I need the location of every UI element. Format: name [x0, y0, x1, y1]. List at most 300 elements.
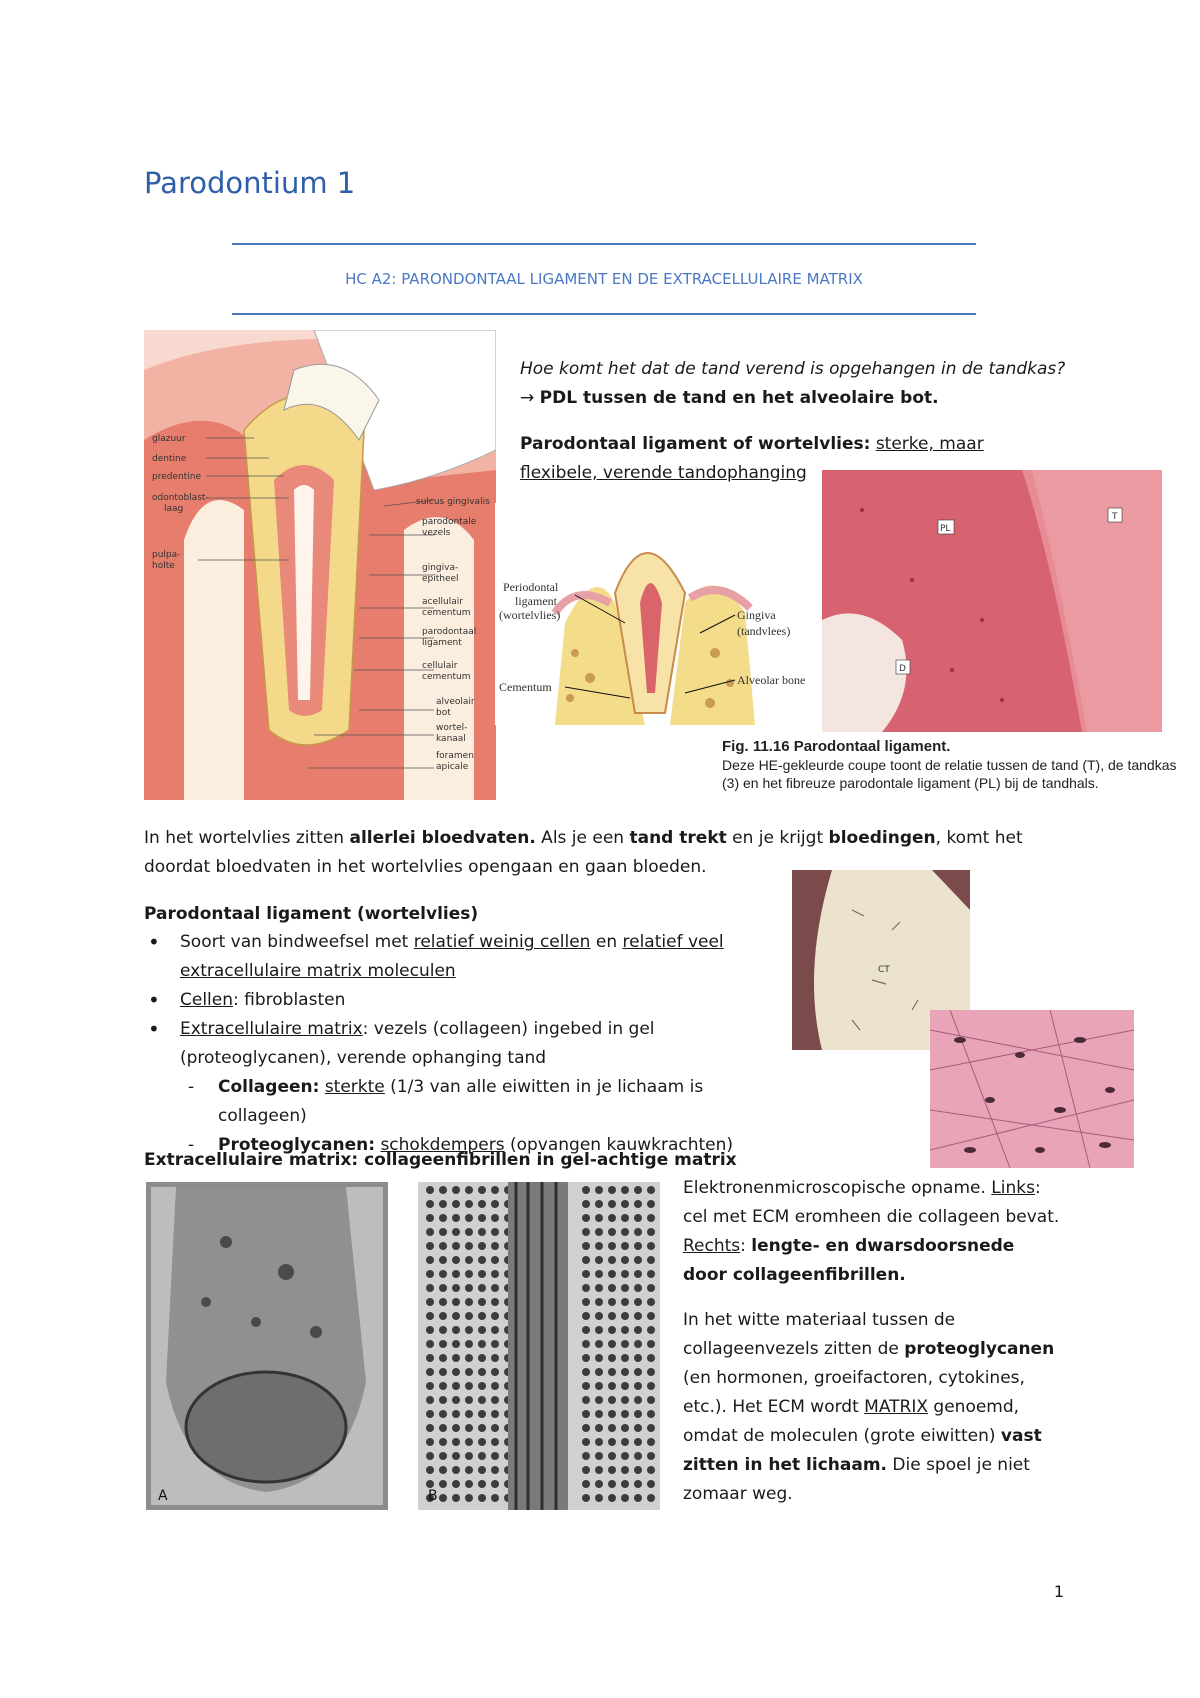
tooth-diagram — [144, 330, 496, 800]
fibril-dot — [439, 1270, 447, 1278]
fibril-dot — [426, 1312, 434, 1320]
fibril-dot — [465, 1242, 473, 1250]
fibril-dot — [582, 1494, 590, 1502]
fibril-dot — [621, 1256, 629, 1264]
fibril-dot — [582, 1256, 590, 1264]
em-description: Elektronenmicroscopische opname. Links: cel met ECM eromheen die collageen bevat. Rechts: lengte- en dwarsdoorsnede door collageenfibrillen. — [683, 1178, 1060, 1285]
label-alveolair: alveolair — [436, 697, 475, 707]
fibril-dot — [478, 1466, 486, 1474]
label-cellulair: cellulair — [422, 661, 458, 671]
fibril-dot — [465, 1312, 473, 1320]
fibril-dot — [634, 1382, 642, 1390]
fibril-dot — [582, 1214, 590, 1222]
fibril-dot — [647, 1228, 655, 1236]
fibril-dot — [439, 1284, 447, 1292]
fibril-dot — [634, 1200, 642, 1208]
fibril-dot — [595, 1298, 603, 1306]
fibril-dot — [478, 1480, 486, 1488]
label-foramen: foramen — [436, 751, 474, 761]
fibril-dot — [439, 1340, 447, 1348]
fibril-dot — [647, 1326, 655, 1334]
fibril-dot — [621, 1284, 629, 1292]
label-em-b: B — [428, 1488, 438, 1504]
fibril-dot — [582, 1326, 590, 1334]
label-wortelvlies: (wortelvlies) — [499, 608, 561, 622]
fibril-dot — [647, 1480, 655, 1488]
list-item: • Cellen: fibroblasten — [144, 986, 784, 1015]
fibril-dot — [634, 1242, 642, 1250]
fibril-dot — [452, 1382, 460, 1390]
fibril-dot — [465, 1270, 473, 1278]
label-em-a: A — [158, 1488, 168, 1504]
fibril-dot — [465, 1228, 473, 1236]
fibril-dot — [478, 1270, 486, 1278]
fibril-dot — [582, 1312, 590, 1320]
fibril-dot — [608, 1438, 616, 1446]
fibril-dot — [582, 1410, 590, 1418]
caption-text: Deze HE-gekleurde coupe toont de relatie tussen de tand (T), de tandkas (3) en het fibreuze parodontale ligament (PL) bij de tandhals. — [722, 757, 1177, 791]
fibril-dot — [426, 1340, 434, 1348]
label-periodontal: Periodontal — [503, 580, 559, 594]
fibril-dot — [647, 1284, 655, 1292]
fibril-dot — [595, 1452, 603, 1460]
fibril-dot — [595, 1396, 603, 1404]
fibril-dot — [465, 1480, 473, 1488]
fibril-dot — [491, 1368, 499, 1376]
fibril-dot — [439, 1480, 447, 1488]
fibril-dot — [608, 1494, 616, 1502]
fibril-dot — [634, 1340, 642, 1348]
fibril-dot — [647, 1214, 655, 1222]
fibril-dot — [478, 1214, 486, 1222]
fibril-dot — [608, 1452, 616, 1460]
fibril-dot — [452, 1270, 460, 1278]
label-kanaal: kanaal — [436, 734, 466, 744]
fibril-dot — [465, 1424, 473, 1432]
section-subtitle: HC A2: PARONDONTAAL LIGAMENT EN DE EXTRACELLULAIRE MATRIX — [345, 270, 863, 288]
fibril-dot — [634, 1228, 642, 1236]
fibril-dot — [478, 1452, 486, 1460]
label-parodontaal: parodontaal — [422, 627, 477, 637]
fibril-dot — [582, 1340, 590, 1348]
fibril-dot — [465, 1382, 473, 1390]
fibril-dot — [608, 1312, 616, 1320]
label-cementum: Cementum — [499, 680, 552, 694]
fibril-dot — [634, 1354, 642, 1362]
fibril-dot — [426, 1298, 434, 1306]
fibril-dot — [634, 1312, 642, 1320]
fibril-dot — [478, 1326, 486, 1334]
fibril-dot — [634, 1326, 642, 1334]
fibril-dot — [452, 1438, 460, 1446]
fibril-dot — [452, 1242, 460, 1250]
fibril-dot — [647, 1452, 655, 1460]
fibril-dot — [634, 1424, 642, 1432]
fibril-dot — [491, 1438, 499, 1446]
page-title: Parodontium 1 — [144, 166, 356, 200]
fibril-dot — [478, 1228, 486, 1236]
fibril-dot — [426, 1214, 434, 1222]
label-cementum-1: cementum — [422, 608, 471, 618]
histology-photo-fibroblasts — [930, 1010, 1134, 1168]
fibril-dot — [621, 1312, 629, 1320]
fibril-dot — [595, 1494, 603, 1502]
fibril-dot — [491, 1298, 499, 1306]
fibril-dot — [595, 1284, 603, 1292]
fibril-dot — [452, 1298, 460, 1306]
fibril-dot — [478, 1200, 486, 1208]
label-wortel: wortel- — [436, 723, 468, 733]
fibril-dot — [439, 1312, 447, 1320]
bloodvessels-text-5: en je krijgt — [726, 828, 829, 848]
fibril-dot — [621, 1424, 629, 1432]
fibril-dot — [608, 1354, 616, 1362]
fibril-dot — [439, 1200, 447, 1208]
fibril-dot — [621, 1186, 629, 1194]
fibril-dot — [647, 1312, 655, 1320]
fibril-dot — [634, 1438, 642, 1446]
fibril-dot — [608, 1410, 616, 1418]
label-holte: holte — [152, 561, 175, 571]
fibril-dot — [634, 1256, 642, 1264]
fibril-dot — [634, 1298, 642, 1306]
fibril-dot — [439, 1256, 447, 1264]
fibril-dot — [582, 1298, 590, 1306]
intro-answer: PDL tussen de tand en het alveolaire bot. — [539, 388, 939, 408]
fibril-dot — [439, 1494, 447, 1502]
fibril-dot — [647, 1410, 655, 1418]
fibril-dot — [608, 1382, 616, 1390]
fibril-dot — [478, 1242, 486, 1250]
fibril-dot — [465, 1256, 473, 1264]
intro-question-block — [520, 355, 1080, 413]
fibril-dot — [439, 1424, 447, 1432]
fibril-dot — [647, 1242, 655, 1250]
label-gingiva: gingiva- — [422, 563, 459, 573]
fibril-dot — [621, 1270, 629, 1278]
fibril-dot — [608, 1256, 616, 1264]
fibril-dot — [452, 1340, 460, 1348]
fibril-dot — [634, 1410, 642, 1418]
fibril-dot — [491, 1200, 499, 1208]
fibril-dot — [439, 1354, 447, 1362]
label-sulcus: sulcus gingivalis — [416, 497, 490, 507]
fibril-dot — [491, 1186, 499, 1194]
fibril-dot — [465, 1396, 473, 1404]
fibril-dot — [439, 1466, 447, 1474]
fibril-dot — [491, 1242, 499, 1250]
bloodvessels-text-1: In het wortelvlies zitten — [144, 828, 350, 848]
fibril-dot — [426, 1480, 434, 1488]
fibril-dot — [491, 1494, 499, 1502]
label-gingiva: Gingiva — [737, 608, 776, 622]
histology-photo-pdl — [822, 470, 1162, 732]
fibril-dot — [582, 1368, 590, 1376]
fibril-dot — [491, 1214, 499, 1222]
fibril-dot — [582, 1354, 590, 1362]
ecm-heading: Extracellulaire matrix: collageenfibrillen in gel-achtige matrix — [144, 1150, 737, 1170]
fibril-dot — [439, 1438, 447, 1446]
label-vezels: vezels — [422, 528, 451, 538]
fibril-dot — [452, 1396, 460, 1404]
pdl-heading: Parodontaal ligament (wortelvlies) — [144, 904, 479, 924]
fibril-dot — [491, 1424, 499, 1432]
fibril-dot — [608, 1466, 616, 1474]
fibril-dot — [582, 1200, 590, 1208]
fibril-dot — [478, 1438, 486, 1446]
label-epitheel: epitheel — [422, 574, 459, 584]
fibril-dot — [465, 1214, 473, 1222]
figure-caption — [722, 738, 1182, 792]
fibril-dot — [465, 1186, 473, 1194]
fibril-dot — [491, 1284, 499, 1292]
bloodvessels-text-4: tand trekt — [629, 828, 727, 848]
fibril-dot — [595, 1410, 603, 1418]
fibril-dot — [647, 1340, 655, 1348]
fibril-dot — [478, 1410, 486, 1418]
fibril-dot — [491, 1396, 499, 1404]
fibril-dot — [491, 1466, 499, 1474]
fibril-dot — [595, 1186, 603, 1194]
fibril-dot — [608, 1396, 616, 1404]
fibril-dot — [452, 1452, 460, 1460]
fibril-dot — [478, 1340, 486, 1348]
fibril-dot — [595, 1270, 603, 1278]
fibril-dot — [465, 1410, 473, 1418]
fibril-dot — [452, 1186, 460, 1194]
fibril-dot — [439, 1214, 447, 1222]
fibril-dot — [452, 1284, 460, 1292]
fibril-dot — [595, 1242, 603, 1250]
fibril-dot — [465, 1284, 473, 1292]
fibril-dot — [595, 1256, 603, 1264]
fibril-dot — [426, 1284, 434, 1292]
fibril-dot — [634, 1466, 642, 1474]
definition-label: Parodontaal ligament of wortelvlies: — [520, 434, 871, 454]
fibril-dot — [452, 1200, 460, 1208]
fibril-dot — [621, 1354, 629, 1362]
fibril-dot — [478, 1368, 486, 1376]
label-pulpa: pulpa- — [152, 550, 181, 560]
fibril-dot — [634, 1368, 642, 1376]
fibril-dot — [595, 1340, 603, 1348]
fibril-dot — [439, 1228, 447, 1236]
fibril-dot — [595, 1354, 603, 1362]
fibril-dot — [647, 1438, 655, 1446]
fibril-dot — [647, 1186, 655, 1194]
fibril-dot — [491, 1452, 499, 1460]
fibril-dot — [621, 1466, 629, 1474]
fibril-dot — [634, 1452, 642, 1460]
fibril-dot — [582, 1452, 590, 1460]
fibril-dot — [582, 1242, 590, 1250]
fibril-dot — [426, 1326, 434, 1334]
fibril-dot — [426, 1200, 434, 1208]
fibril-dot — [439, 1396, 447, 1404]
label-pl: PL — [940, 524, 951, 534]
fibril-dot — [439, 1326, 447, 1334]
fibril-dot — [595, 1312, 603, 1320]
fibril-dot — [647, 1354, 655, 1362]
fibril-dot — [452, 1410, 460, 1418]
fibril-dot — [452, 1466, 460, 1474]
label-alveolar-bone: Alveolar bone — [737, 673, 806, 687]
fibril-dot — [478, 1382, 486, 1390]
em-photo-cell — [146, 1182, 388, 1510]
fibril-dot — [452, 1256, 460, 1264]
proteoglycan-paragraph: In het witte materiaal tussen de collageenvezels zitten de proteoglycanen (en hormonen, groeifactoren, cytokines, etc.). Het ECM wordt MATRIX genoemd, omdat de moleculen (grote eiwitten) vast zitten in het lichaam. Die spoel je niet zomaar weg. — [683, 1310, 1055, 1504]
fibril-dot — [608, 1368, 616, 1376]
fibril-dot — [595, 1228, 603, 1236]
fibril-dot — [608, 1284, 616, 1292]
fibril-dot — [608, 1340, 616, 1348]
fibril-dot — [426, 1242, 434, 1250]
fibril-dot — [491, 1410, 499, 1418]
fibril-dot — [478, 1494, 486, 1502]
fibril-dot — [647, 1270, 655, 1278]
fibril-dot — [439, 1410, 447, 1418]
label-parodontale: parodontale — [422, 517, 477, 527]
fibril-dot — [647, 1396, 655, 1404]
fibril-dot — [465, 1200, 473, 1208]
caption-title: Fig. 11.16 Parodontaal ligament. — [722, 738, 951, 755]
fibril-dot — [439, 1452, 447, 1460]
fibril-dot — [621, 1438, 629, 1446]
fibril-dot — [465, 1354, 473, 1362]
fibril-dot — [595, 1466, 603, 1474]
fibril-dot — [621, 1410, 629, 1418]
list-item: • Extracellulaire matrix: vezels (collageen) ingebed in gel (proteoglycanen), verende ophanging tand — [144, 1015, 784, 1073]
fibril-dot — [452, 1326, 460, 1334]
fibril-dot — [608, 1214, 616, 1222]
fibril-dot — [595, 1368, 603, 1376]
fibril-dot — [595, 1200, 603, 1208]
fibril-dot — [478, 1354, 486, 1362]
label-d: D — [899, 664, 906, 674]
fibril-dot — [426, 1256, 434, 1264]
fibril-dot — [465, 1326, 473, 1334]
bloodvessels-text-2: allerlei bloedvaten. — [349, 828, 536, 848]
fibril-dot — [621, 1340, 629, 1348]
fibril-dot — [582, 1186, 590, 1194]
fibril-dot — [647, 1382, 655, 1390]
fibril-dot — [634, 1214, 642, 1222]
fibril-dot — [595, 1326, 603, 1334]
fibril-dot — [452, 1480, 460, 1488]
fibril-dot — [426, 1270, 434, 1278]
fibril-dot — [647, 1424, 655, 1432]
label-bot: bot — [436, 708, 451, 718]
fibril-dot — [608, 1186, 616, 1194]
fibril-dot — [426, 1186, 434, 1194]
fibril-dot — [621, 1368, 629, 1376]
fibril-dot — [608, 1242, 616, 1250]
fibril-dot — [452, 1424, 460, 1432]
fibril-dot — [439, 1368, 447, 1376]
fibril-dot — [647, 1466, 655, 1474]
bloodvessels-text-7: , komt het doordat bloedvaten in het wortelvlies opengaan en gaan bloeden. — [144, 828, 1023, 877]
fibril-dot — [426, 1354, 434, 1362]
pdl-diagram — [495, 503, 820, 725]
fibril-dot — [452, 1214, 460, 1222]
fibril-dot — [426, 1466, 434, 1474]
fibril-dot — [621, 1214, 629, 1222]
fibril-dot — [621, 1298, 629, 1306]
pdl-bullet-list — [144, 928, 784, 1160]
fibril-dot — [634, 1284, 642, 1292]
fibril-dot — [621, 1382, 629, 1390]
label-glazuur: glazuur — [152, 434, 186, 444]
fibril-dot — [465, 1466, 473, 1474]
fibril-dot — [478, 1186, 486, 1194]
fibril-dot — [439, 1186, 447, 1194]
label-predentine: predentine — [152, 472, 201, 482]
fibril-dot — [621, 1326, 629, 1334]
list-item: • Soort van bindweefsel met relatief weinig cellen en relatief veel extracellulaire matrix moleculen — [144, 928, 784, 986]
fibril-dot — [582, 1382, 590, 1390]
label-apicale: apicale — [436, 762, 469, 772]
fibril-dot — [621, 1242, 629, 1250]
fibril-dot — [595, 1382, 603, 1390]
fibril-dot — [647, 1368, 655, 1376]
fibril-dot — [452, 1312, 460, 1320]
fibril-dot — [634, 1480, 642, 1488]
fibril-dot — [621, 1494, 629, 1502]
fibril-dot — [634, 1494, 642, 1502]
fibril-dot — [452, 1494, 460, 1502]
fibril-dot — [465, 1298, 473, 1306]
fibril-dot — [634, 1396, 642, 1404]
label-dentine: dentine — [152, 454, 187, 464]
fibril-dot — [426, 1438, 434, 1446]
title-rule-bottom — [232, 313, 976, 315]
fibril-dot — [608, 1480, 616, 1488]
fibril-dot — [634, 1270, 642, 1278]
fibril-dot — [582, 1424, 590, 1432]
intro-question: Hoe komt het dat de tand verend is opgehangen in de tandkas? — [520, 359, 1066, 379]
fibril-dot — [452, 1228, 460, 1236]
fibril-dot — [491, 1312, 499, 1320]
fibril-dot — [478, 1256, 486, 1264]
fibril-dot — [647, 1200, 655, 1208]
label-t: T — [1112, 512, 1118, 522]
label-tandvlees: (tandvlees) — [737, 624, 791, 638]
fibril-dot — [491, 1228, 499, 1236]
fibril-dot — [426, 1410, 434, 1418]
fibril-dot — [478, 1312, 486, 1320]
em-photo-fibrils — [418, 1182, 660, 1510]
fibril-dot — [647, 1494, 655, 1502]
fibril-dot — [621, 1480, 629, 1488]
fibril-dot — [582, 1466, 590, 1474]
fibril-dot — [465, 1340, 473, 1348]
fibril-dot — [439, 1242, 447, 1250]
fibril-dot — [582, 1396, 590, 1404]
fibril-dot — [491, 1354, 499, 1362]
fibril-dot — [491, 1382, 499, 1390]
fibril-dot — [608, 1326, 616, 1334]
list-item: - Collageen: sterkte (1/3 van alle eiwitten in je lichaam is collageen) — [144, 1073, 784, 1131]
fibril-dot — [595, 1480, 603, 1488]
label-laag: laag — [164, 504, 184, 514]
bloodvessels-text-6: bloedingen — [828, 828, 936, 848]
fibril-dot — [439, 1298, 447, 1306]
fibril-dot — [426, 1424, 434, 1432]
fibril-dot — [621, 1396, 629, 1404]
fibril-dot — [608, 1270, 616, 1278]
label-ligament: ligament — [422, 638, 462, 648]
bloodvessels-text-3: Als je een — [535, 828, 630, 848]
